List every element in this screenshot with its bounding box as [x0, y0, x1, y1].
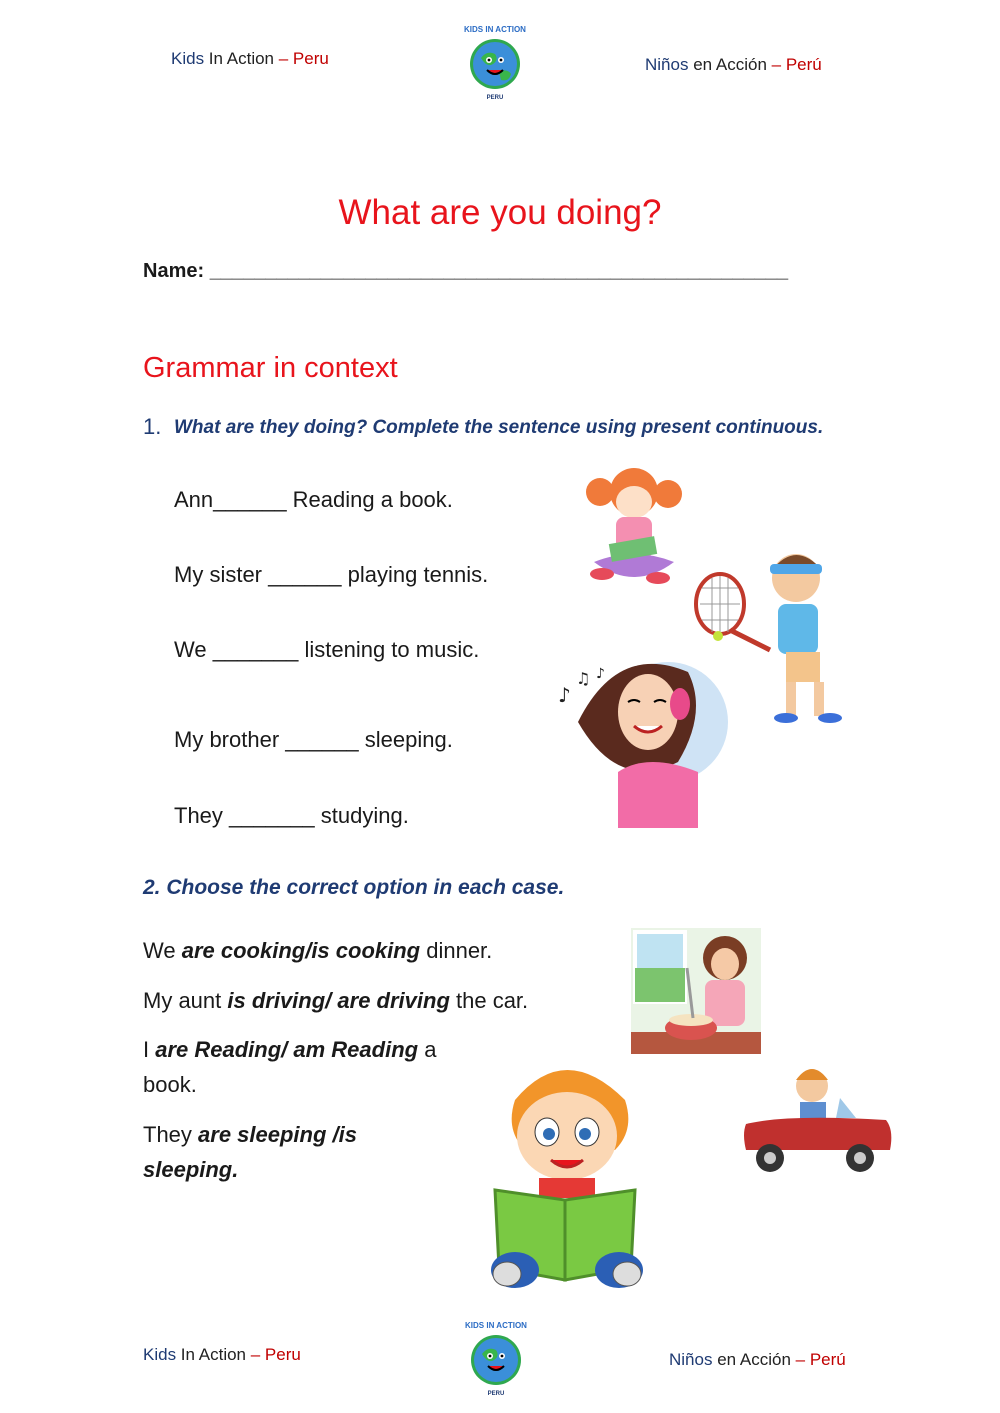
footer-left-text — [143, 1345, 301, 1365]
woman-cooking-illustration — [631, 928, 761, 1054]
sentence-4[interactable]: My brother ______ sleeping. — [174, 727, 453, 752]
svg-text:PERU: PERU — [487, 1391, 505, 1397]
girl-reading-illustration — [580, 462, 688, 592]
svg-text:KIDS IN ACTION: KIDS IN ACTION — [464, 25, 526, 34]
footer-in-action: In Action — [176, 1345, 251, 1364]
section-title: Grammar in context — [143, 352, 398, 384]
sentence-5[interactable]: They _______ studying. — [174, 803, 409, 828]
footer-kids: Kids — [143, 1345, 177, 1364]
option-1-post: dinner. — [420, 938, 493, 963]
sentence-1[interactable]: Ann______ Reading a book. — [174, 487, 453, 512]
sentence-2[interactable]: My sister ______ playing tennis. — [174, 562, 489, 587]
option-2-choices[interactable]: is driving/ are driving — [227, 988, 450, 1013]
header-pais: – Perú — [771, 55, 822, 74]
svg-text:KIDS IN ACTION: KIDS IN ACTION — [465, 1321, 527, 1330]
option-item-2[interactable] — [143, 983, 528, 1018]
option-3-line2: book. — [143, 1072, 197, 1097]
option-4-line2[interactable]: sleeping. — [143, 1157, 239, 1182]
page-title: What are you doing? — [338, 193, 662, 232]
option-3-pre: I — [143, 1037, 156, 1062]
footer-logo — [456, 1316, 536, 1398]
option-item-1[interactable] — [143, 933, 492, 968]
svg-text:♫: ♫ — [576, 669, 591, 688]
option-2-pre: My aunt — [143, 988, 228, 1013]
footer-globe-logo-icon — [456, 1316, 536, 1398]
boy-driving-illustration — [740, 1062, 895, 1177]
option-1-choices[interactable]: are cooking/is cooking — [181, 938, 421, 963]
option-4-pre: They — [143, 1122, 199, 1147]
header-right-text — [645, 55, 822, 75]
globe-logo-icon — [455, 20, 535, 102]
svg-text:PERU: PERU — [486, 95, 504, 101]
option-4-choices[interactable]: are sleeping /is — [198, 1122, 357, 1147]
header-country: – Peru — [278, 49, 329, 68]
header-en-accion: en Acción — [688, 55, 772, 74]
header-ninos: Niños — [645, 55, 689, 74]
exercise1-number: 1. — [143, 414, 162, 439]
option-item-4[interactable] — [143, 1117, 403, 1187]
option-item-3[interactable] — [143, 1032, 473, 1102]
option-3-post: a — [418, 1037, 437, 1062]
kids-in-action-logo — [455, 20, 535, 102]
footer-en-accion: en Acción — [712, 1350, 796, 1369]
header-left-text — [171, 49, 329, 69]
exercise2-instruction: 2. Choose the correct option in each case. — [143, 876, 565, 899]
girl-music-illustration — [548, 642, 728, 828]
footer-country: – Peru — [250, 1345, 301, 1364]
boy-book-illustration — [485, 1060, 650, 1292]
footer-ninos: Niños — [669, 1350, 713, 1369]
exercise1-instruction: What are they doing? Complete the sentence using present continuous. — [174, 417, 824, 438]
option-1-pre: We — [143, 938, 182, 963]
svg-text:♪: ♪ — [558, 683, 571, 707]
name-blank-line[interactable]: ____________________________________________________ — [209, 260, 789, 282]
header-in-action: In Action — [204, 49, 279, 68]
svg-text:♪: ♪ — [596, 666, 605, 682]
sentence-3[interactable]: We _______ listening to music. — [174, 637, 480, 662]
footer-pais: – Perú — [795, 1350, 846, 1369]
option-3-choices[interactable]: are Reading/ am Reading — [155, 1037, 419, 1062]
option-2-post: the car. — [449, 988, 529, 1013]
header-kids: Kids — [171, 49, 205, 68]
name-field[interactable] — [143, 260, 788, 283]
footer-right-text — [669, 1350, 846, 1370]
name-label: Name: — [143, 260, 205, 282]
